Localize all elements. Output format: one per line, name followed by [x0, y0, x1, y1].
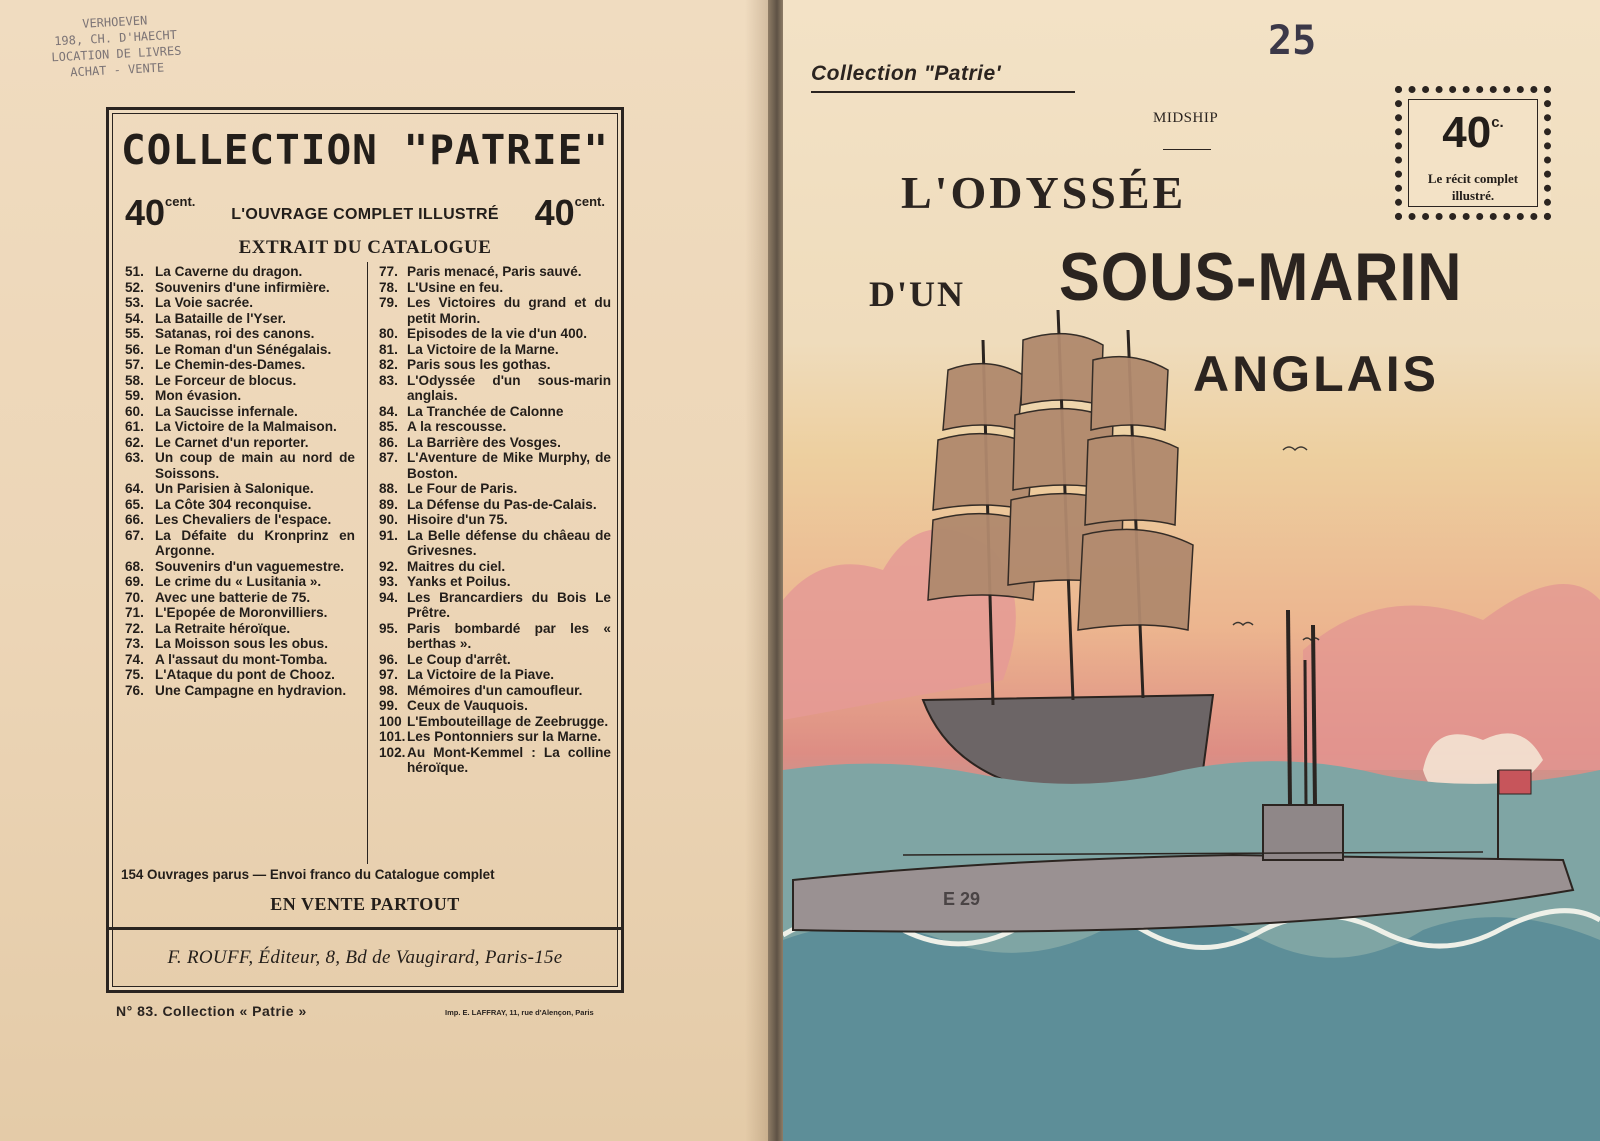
issue-number: N° 83. Collection « Patrie »: [116, 1003, 307, 1019]
price-right: $40^{cent.}$: [534, 192, 605, 233]
entry-title: Au Mont-Kemmel : La colline héroïque.: [407, 744, 611, 775]
entry-title: Mon évasion.: [155, 388, 242, 403]
entry-title: Satanas, roi des canons.: [155, 326, 315, 341]
entry-number: 102.: [379, 744, 406, 760]
entry-title: La Bataille de l'Yser.: [155, 310, 286, 326]
entry-number: 57.: [125, 357, 144, 372]
catalogue-entry: [379, 528, 611, 559]
catalogue-entry: [125, 683, 355, 699]
entry-number: 82.: [379, 357, 398, 372]
publisher-line: [109, 927, 621, 990]
catalogue-entry: [125, 264, 355, 280]
entry-number: 60.: [125, 403, 144, 419]
submarine-conning-tower: [1263, 805, 1343, 860]
catalogue-entry: [379, 683, 611, 699]
entry-title: Ceux de Vauquois.: [407, 698, 528, 713]
entry-title: Les Pontonniers sur la Marne.: [407, 729, 602, 744]
catalogue-entry: [125, 559, 355, 575]
catalogue-column-left: [125, 264, 355, 698]
catalogue-entry: [379, 264, 611, 280]
bird: [1233, 623, 1253, 626]
entry-number: 97.: [379, 667, 398, 682]
entry-number: 85.: [379, 419, 398, 434]
catalogue-entry: [125, 388, 355, 404]
entry-title: Une Campagne en hydravion.: [155, 682, 347, 698]
catalogue-entry: [125, 574, 355, 590]
catalogue-entry: [379, 280, 611, 296]
catalogue-entry: [125, 667, 355, 683]
entry-title: La Tranchée de Calonne: [407, 403, 564, 419]
cover-price: $40^{c.}$: [1442, 108, 1504, 157]
catalogue-entry: [125, 435, 355, 451]
catalogue-entry: [125, 512, 355, 528]
entry-number: 96.: [379, 651, 398, 667]
entry-number: 90.: [379, 512, 398, 527]
entry-number: 79.: [379, 295, 398, 310]
catalogue-entry: [125, 373, 355, 389]
price-text: L'OUVRAGE COMPLET ILLUSTRÉ: [231, 206, 499, 223]
entry-title: Paris menacé, Paris sauvé.: [407, 264, 582, 279]
entry-number: 63.: [125, 450, 144, 465]
entry-title: L'Usine en feu.: [407, 279, 504, 295]
entry-title: Avec une batterie de 75.: [155, 589, 311, 605]
catalogue-entry: [379, 512, 611, 528]
sea-waves: [783, 917, 1600, 1141]
entry-number: 78.: [379, 279, 398, 295]
catalogue-entry: [125, 357, 355, 373]
entry-number: 89.: [379, 496, 398, 512]
catalogue-entry: [125, 280, 355, 296]
catalogue-entry: [125, 621, 355, 637]
entry-title: Hisoire d'un 75.: [407, 512, 508, 527]
left-page: [0, 0, 775, 1141]
entry-number: 72.: [125, 620, 144, 636]
entry-title: Le Chemin-des-Dames.: [155, 357, 306, 372]
entry-number: 71.: [125, 605, 144, 620]
entry-number: 73.: [125, 636, 144, 651]
catalogue-entry: [379, 497, 611, 513]
ship-sails: [928, 334, 1193, 630]
entry-number: 94.: [379, 589, 398, 605]
catalogue-entry: [125, 404, 355, 420]
entry-number: 75.: [125, 667, 144, 682]
catalogue-entry: [379, 295, 611, 326]
catalogue-title: COLLECTION "PATRIE": [121, 126, 609, 174]
union-jack-flag: [1499, 770, 1531, 794]
entry-title: Souvenirs d'un vaguemestre.: [155, 558, 345, 574]
bookseller-stamp: [24, 9, 207, 82]
entry-title: La Victoire de la Piave.: [407, 667, 555, 682]
entry-number: 92.: [379, 558, 398, 574]
submarine-number: E 29: [943, 889, 981, 909]
entry-title: La Victoire de la Marne.: [407, 341, 559, 357]
entry-number: 62.: [125, 434, 144, 450]
catalogue-entry: [379, 357, 611, 373]
entry-title: A l'assaut du mont-Tomba.: [155, 651, 328, 667]
entry-number: 55.: [125, 326, 144, 341]
entry-title: La Belle défense du châeau de Grivesnes.: [407, 527, 611, 558]
entry-number: 81.: [379, 341, 398, 357]
catalogue-entry: [379, 714, 611, 730]
entry-title: Les Chevaliers de l'espace.: [155, 512, 332, 527]
periscope: [1313, 625, 1315, 805]
catalogue-entry: [379, 450, 611, 481]
catalogue-entry: [125, 311, 355, 327]
catalogue-entry: [379, 667, 611, 683]
entry-number: 70.: [125, 589, 144, 605]
catalogue-entry: [379, 652, 611, 668]
entry-title: Un coup de main au nord de Soissons.: [155, 450, 355, 481]
entry-title: Le Roman d'un Sénégalais.: [155, 341, 332, 357]
entry-number: 84.: [379, 403, 398, 419]
entry-number: 83.: [379, 372, 398, 388]
en-vente-partout: EN VENTE PARTOUT: [270, 894, 460, 914]
entry-number: 67.: [125, 527, 144, 543]
catalogue-entry: [125, 605, 355, 621]
catalogue-entry: [125, 652, 355, 668]
catalogue-entry: [379, 326, 611, 342]
entry-title: La Défense du Pas-de-Calais.: [407, 496, 597, 512]
price-row: [125, 192, 605, 232]
entry-title: Le Carnet d'un reporter.: [155, 434, 309, 450]
entry-number: 99.: [379, 698, 398, 713]
periscope: [1288, 610, 1290, 805]
catalogue-entry: [125, 636, 355, 652]
entry-number: 77.: [379, 264, 398, 279]
catalogue-entry: [379, 590, 611, 621]
entry-title: L'Odyssée d'un sous-marin anglais.: [407, 372, 611, 403]
entry-number: 74.: [125, 651, 144, 667]
entry-number: 101.: [379, 729, 406, 744]
entry-title: Maitres du ciel.: [407, 558, 506, 574]
publisher-text: F. ROUFF, Éditeur, 8, Bd de Vaugirard, Paris-15e: [167, 947, 563, 968]
catalogue-entry: [125, 528, 355, 559]
entry-title: Le crime du « Lusitania ».: [155, 574, 322, 589]
entry-title: La Caverne du dragon.: [155, 264, 303, 279]
entry-number: 56.: [125, 341, 144, 357]
collection-label: Collection "Patrie': [811, 62, 1002, 85]
entry-title: L'Embouteillage de Zeebrugge.: [407, 713, 609, 729]
entry-title: Les Victoires du grand et du petit Morin.: [407, 295, 611, 326]
entry-title: Le Four de Paris.: [407, 481, 518, 496]
entry-title: L'Aventure de Mike Murphy, de Boston.: [407, 450, 611, 481]
entry-number: 66.: [125, 512, 144, 527]
catalogue-entry: [125, 590, 355, 606]
stamp-line: LOCATION DE LIVRES: [51, 43, 182, 65]
entry-title: Episodes de la vie d'un 400.: [407, 326, 588, 341]
catalogue-entry: [125, 295, 355, 311]
catalogue-heading: EXTRAIT DU CATALOGUE: [238, 237, 492, 258]
catalogue-column-right: [379, 264, 611, 776]
entry-title: Paris sous les gothas.: [407, 357, 551, 372]
entry-number: 88.: [379, 481, 398, 496]
title-line-3: SOUS-MARIN: [1059, 239, 1463, 315]
catalogue-entry: [379, 729, 611, 745]
printer-line: Imp. E. LAFFRAY, 11, rue d'Alençon, Paris: [445, 1008, 594, 1017]
entry-number: 80.: [379, 326, 398, 341]
catalogue-entry: [125, 419, 355, 435]
entry-number: 87.: [379, 450, 398, 465]
entry-number: 58.: [125, 372, 144, 388]
entry-title: Les Brancardiers du Bois Le Prêtre.: [407, 589, 611, 620]
entry-title: L'Epopée de Moronvilliers.: [155, 605, 328, 620]
entry-title: Un Parisien à Salonique.: [155, 481, 314, 496]
catalogue-entry: [379, 574, 611, 590]
cover-price-subtitle: Le récit complet illustré.: [1427, 171, 1519, 203]
entry-number: 100: [379, 713, 402, 729]
entry-number: 91.: [379, 527, 398, 543]
entry-title: Le Coup d'arrêt.: [407, 651, 511, 667]
entry-title: Souvenirs d'une infirmière.: [155, 279, 330, 295]
column-divider: [367, 262, 368, 864]
collection-underline: [811, 91, 1075, 93]
entry-title: La Retraite héroïque.: [155, 620, 291, 636]
page-number: 25: [1268, 18, 1317, 64]
author-rule: [1163, 149, 1211, 150]
catalogue-entry: [125, 326, 355, 342]
author-name: MIDSHIP: [1153, 110, 1219, 126]
catalogue-entry: [125, 497, 355, 513]
entry-title: La Victoire de la Malmaison.: [155, 419, 337, 434]
entry-title: Mémoires d'un camoufleur.: [407, 682, 583, 698]
catalogue-entry: [379, 621, 611, 652]
ship-and-submarine-illustration: [783, 300, 1600, 1141]
stamp-line: 198, CH. D'HAECHT: [53, 27, 178, 49]
entry-number: 98.: [379, 682, 398, 698]
catalogue-entry: [125, 342, 355, 358]
entry-number: 59.: [125, 388, 144, 403]
price-left: $40^{cent.}$: [125, 192, 196, 233]
entry-number: 69.: [125, 574, 144, 589]
entry-number: 54.: [125, 310, 144, 326]
entry-title: Yanks et Poilus.: [407, 574, 511, 589]
entry-number: 93.: [379, 574, 398, 589]
entry-title: L'Ataque du pont de Chooz.: [155, 667, 335, 682]
entry-title: A la rescousse.: [407, 419, 507, 434]
entry-number: 64.: [125, 481, 144, 496]
catalogue-box: [106, 107, 624, 993]
catalogue-entry: [379, 559, 611, 575]
stamp-line: VERHOEVEN: [81, 13, 148, 31]
entry-title: La Barrière des Vosges.: [407, 434, 561, 450]
entry-number: 65.: [125, 496, 144, 512]
entry-title: La Moisson sous les obus.: [155, 636, 328, 651]
title-line-4: ANGLAIS: [1193, 346, 1439, 402]
entry-title: Le Forceur de blocus.: [155, 372, 297, 388]
bird: [1283, 447, 1307, 450]
catalogue-entry: [379, 404, 611, 420]
entry-number: 68.: [125, 558, 144, 574]
catalogue-footer: 154 Ouvrages parus — Envoi franco du Catalogue complet: [121, 867, 495, 882]
price-box-inner: [1408, 99, 1538, 207]
entry-number: 86.: [379, 434, 398, 450]
catalogue-entry: [125, 481, 355, 497]
entry-title: La Côte 304 reconquise.: [155, 496, 312, 512]
entry-number: 51.: [125, 264, 144, 279]
catalogue-entry: [379, 419, 611, 435]
title-line-1: L'ODYSSÉE: [901, 167, 1187, 218]
catalogue-entry: [379, 745, 611, 776]
entry-title: La Voie sacrée.: [155, 295, 253, 310]
entry-number: 52.: [125, 279, 144, 295]
entry-title: Paris bombardé par les « berthas ».: [407, 620, 611, 651]
entry-number: 61.: [125, 419, 144, 434]
entry-number: 53.: [125, 295, 144, 310]
entry-title: La Défaite du Kronprinz en Argonne.: [155, 527, 355, 558]
catalogue-entry: [125, 450, 355, 481]
price-box: [1395, 86, 1551, 220]
stamp-line: ACHAT - VENTE: [69, 60, 165, 80]
periscope: [1305, 660, 1306, 805]
entry-number: 76.: [125, 682, 144, 698]
entry-title: La Saucisse infernale.: [155, 403, 298, 419]
catalogue-entry: [379, 373, 611, 404]
title-line-2: D'UN: [869, 274, 965, 314]
catalogue-entry: [379, 435, 611, 451]
catalogue-entry: [379, 481, 611, 497]
cover-page: [783, 0, 1600, 1141]
catalogue-entry: [379, 698, 611, 714]
catalogue-entry: [379, 342, 611, 358]
entry-number: 95.: [379, 620, 398, 636]
